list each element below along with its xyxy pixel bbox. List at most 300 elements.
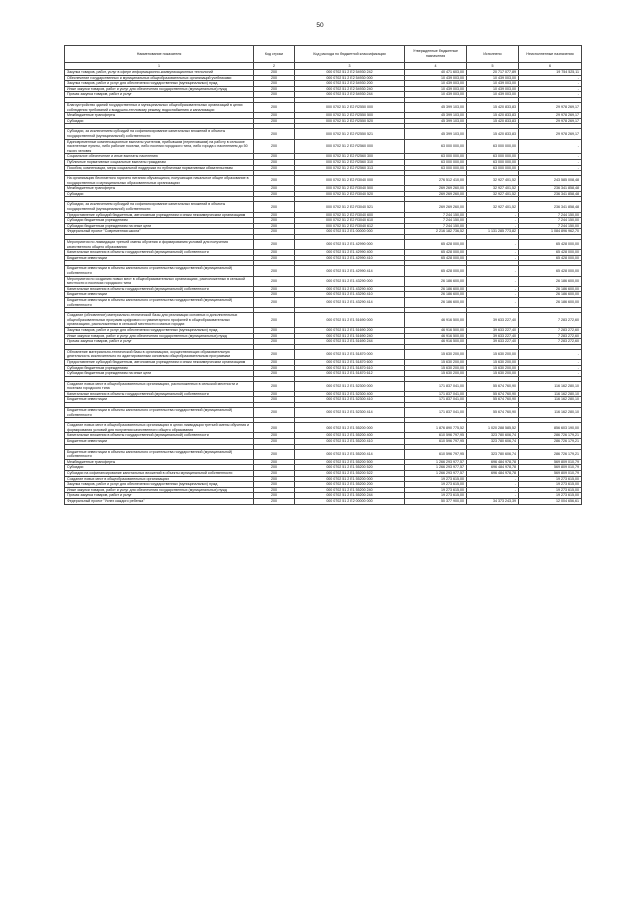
row-executed-cell: 55 674 760,90 [467,408,519,418]
row-approved-cell: 269 269 260,00 [405,186,467,192]
row-name-cell: Субсидии, за исключением субсидий на софинансирование капитальных вложений в объекты государственной (муниципальной) собственности [65,129,254,139]
row-code-cell: 200 [254,81,295,87]
row-executed-cell: - [467,482,519,488]
row-approved-cell: 46 916 500,00 [405,333,467,339]
row-unexecuted-cell: 236 341 858,48 [519,191,582,197]
row-name-cell: Субсидии бюджетным учреждениям на иные цели [65,371,254,377]
row-executed-cell: 15 630 200,00 [467,349,519,359]
row-approved-cell: 15 630 200,00 [405,371,467,377]
row-executed-cell: 15 420 833,83 [467,129,519,139]
table-row [65,202,582,212]
row-approved-cell: 65 428 000,00 [405,250,467,256]
row-approved-cell: 45 399 103,00 [405,129,467,139]
row-executed-cell: 323 780 606,74 [467,439,519,445]
row-approved-cell: 610 596 797,95 [405,439,467,445]
row-unexecuted-cell: 65 428 000,00 [519,255,582,261]
row-executed-cell: 32 927 401,52 [467,186,519,192]
row-unexecuted-cell: 7 283 272,60 [519,339,582,345]
row-kbk-cell: 000 0702 51 2 E2 R2550 000 [295,102,405,112]
column-header-kbk: Код расхода по бюджетной классификации [295,46,405,63]
row-executed-cell: 10 439 003,00 [467,86,519,92]
row-unexecuted-cell: 243 585 008,48 [519,176,582,186]
table-row [65,498,582,504]
table-row [65,240,582,250]
row-code-cell: 200 [254,154,295,160]
row-code-cell: 200 [254,218,295,224]
row-unexecuted-cell: 236 341 858,48 [519,202,582,212]
row-code-cell: 200 [254,498,295,504]
row-unexecuted-cell: - [519,371,582,377]
column-number: 1 [65,63,254,70]
row-code-cell: 200 [254,493,295,499]
row-code-cell: 200 [254,229,295,235]
row-unexecuted-cell: 1 084 896 962,70 [519,229,582,235]
row-name-cell: Предоставление субсидий бюджетным, автономным учреждениям и иным некоммерческим организациям [65,359,254,365]
row-code-cell: 200 [254,408,295,418]
row-approved-cell: 65 428 000,00 [405,240,467,250]
row-name-cell: Капитальные вложения в объекты государственной (муниципальной) собственности [65,391,254,397]
row-unexecuted-cell: 286 726 179,21 [519,439,582,445]
row-code-cell: 200 [254,359,295,365]
row-unexecuted-cell: 26 186 600,00 [519,286,582,292]
row-executed-cell: 39 633 227,40 [467,333,519,339]
row-name-cell: Субсидии, за исключением субсидий на софинансирование капитальных вложений в объекты государственной (муниципальной) собственности [65,202,254,212]
row-kbk-cell: 000 0702 51 2 E1 55200 000 [295,423,405,433]
row-code-cell: 200 [254,118,295,124]
row-kbk-cell: 000 0702 51 2 E1 55200 400 [295,433,405,439]
row-approved-cell: 45 399 103,00 [405,102,467,112]
row-code-cell: 200 [254,327,295,333]
row-executed-cell: 10 439 003,00 [467,75,519,81]
row-executed-cell: 15 420 833,83 [467,118,519,124]
row-code-cell: 200 [254,240,295,250]
row-unexecuted-cell: - [519,159,582,165]
row-code-cell: 200 [254,70,295,76]
row-name-cell: Обеспечение государственных и муниципальных общеобразовательных организаций учебниками [65,75,254,81]
row-code-cell: 200 [254,397,295,403]
row-name-cell: Субсидии [65,118,254,124]
row-approved-cell: 19 273 615,00 [405,482,467,488]
row-kbk-cell: 000 0702 51 2 E1 52300 400 [295,391,405,397]
row-kbk-cell: 000 0702 51 2 E2 R3040 610 [295,218,405,224]
row-kbk-cell: 000 0702 51 2 E1 51690 000 [295,313,405,328]
row-name-cell: Бюджетные инвестиции в объекты капитального строительства государственной (муниципальной) собственности [65,449,254,459]
row-code-cell: 200 [254,487,295,493]
table-row [65,408,582,418]
row-unexecuted-cell: 7 283 272,60 [519,313,582,328]
row-code-cell: 200 [254,339,295,345]
row-kbk-cell: 000 0702 51 2 E1 43290 410 [295,292,405,298]
row-approved-cell: 63 000 000,00 [405,154,467,160]
row-name-cell: Иные закупки товаров, работ и услуг для обеспечения государственных (муниципальных) нужд [65,333,254,339]
row-executed-cell: - [467,212,519,218]
table-header-row [65,46,582,63]
row-executed-cell: - [467,223,519,229]
row-code-cell: 200 [254,159,295,165]
row-name-cell: Федеральный проект "Современная школа" [65,229,254,235]
row-kbk-cell: 000 0702 51 2 E2 R3040 612 [295,223,405,229]
column-header-code: Код строки [254,46,295,63]
row-code-cell: 200 [254,391,295,397]
row-approved-cell: 19 273 615,00 [405,476,467,482]
row-unexecuted-cell: 286 726 179,21 [519,449,582,459]
row-name-cell: Закупка товаров, работ и услуг для обеспечения государственных (муниципальных) нужд [65,327,254,333]
row-name-cell: Субсидии бюджетным учреждениям [65,365,254,371]
row-executed-cell: 323 780 606,74 [467,433,519,439]
row-unexecuted-cell: 26 186 600,00 [519,292,582,298]
row-code-cell: 200 [254,286,295,292]
row-kbk-cell: 000 0702 51 2 E1 55200 000 [295,476,405,482]
row-unexecuted-cell: - [519,154,582,160]
row-kbk-cell: 000 0702 51 2 E1 51690 244 [295,339,405,345]
row-approved-cell: 610 596 797,95 [405,433,467,439]
column-number: 2 [254,63,295,70]
row-executed-cell: 55 674 760,90 [467,391,519,397]
table-row [65,102,582,112]
row-code-cell: 200 [254,250,295,256]
row-kbk-cell: 000 0702 51 2 E1 43290 000 [295,276,405,286]
row-code-cell: 200 [254,433,295,439]
row-unexecuted-cell: 65 428 000,00 [519,266,582,276]
table-row [65,297,582,307]
row-approved-cell: 46 916 500,00 [405,327,467,333]
row-unexecuted-cell: 569 809 010,79 [519,459,582,465]
row-executed-cell: - [467,292,519,298]
row-name-cell: Бюджетные инвестиции в объекты капитального строительства государственной (муниципальной) собственности [65,297,254,307]
row-executed-cell: - [467,286,519,292]
row-kbk-cell: 000 0702 51 2 E1 51870 600 [295,359,405,365]
row-unexecuted-cell: - [519,349,582,359]
table-row [65,423,582,433]
row-name-cell: Иные закупки товаров, работ и услуг для обеспечения государственных (муниципальных) нужд [65,487,254,493]
row-kbk-cell: 000 0702 51 2 E1 52300 000 [295,381,405,391]
row-executed-cell: 32 927 401,52 [467,191,519,197]
row-kbk-cell: 000 0702 51 2 E1 55200 500 [295,459,405,465]
row-executed-cell: 63 000 000,00 [467,159,519,165]
row-unexecuted-cell: 569 809 010,79 [519,471,582,477]
row-unexecuted-cell: 569 809 010,79 [519,465,582,471]
row-kbk-cell: 000 0702 51 2 E1 51870 000 [295,349,405,359]
row-kbk-cell: 000 0702 51 2 E2 R3040 520 [295,191,405,197]
row-approved-cell: 10 439 003,00 [405,92,467,98]
row-approved-cell: 50 377 900,00 [405,498,467,504]
row-name-cell: Межбюджетные трансферты [65,186,254,192]
row-approved-cell: 40 471 603,00 [405,70,467,76]
row-kbk-cell: 000 0702 51 2 E2 R3040 000 [295,176,405,186]
row-code-cell: 200 [254,471,295,477]
row-code-cell: 200 [254,423,295,433]
row-kbk-cell: 000 0702 51 2 E2 R2560 000 [295,139,405,154]
row-code-cell: 200 [254,102,295,112]
row-unexecuted-cell: 116 162 280,10 [519,381,582,391]
row-kbk-cell: 000 0702 51 2 E1 42990 414 [295,266,405,276]
row-approved-cell: 63 000 000,00 [405,159,467,165]
row-executed-cell: - [467,493,519,499]
row-kbk-cell: 000 0702 51 2 E2 R2550 500 [295,113,405,119]
row-name-cell: Субсидии [65,191,254,197]
row-name-cell: Благоустройство зданий государственных и муниципальных общеобразовательных организаций в целях соблюдения требований к воздушно-тепловому режиму, водоснабжению и канализации [65,102,254,112]
row-name-cell: Капитальные вложения в объекты государственной (муниципальной) собственности [65,286,254,292]
row-approved-cell: 65 428 000,00 [405,266,467,276]
row-name-cell: Бюджетные инвестиции [65,397,254,403]
row-kbk-cell: 000 0702 51 2 E2 R3040 600 [295,212,405,218]
row-name-cell: Создание новых мест в общеобразовательных организациях, расположенных в сельской местности и поселках городского типа [65,381,254,391]
row-approved-cell: 7 244 150,00 [405,218,467,224]
row-name-cell: Субсидии бюджетным учреждениям на иные цели [65,223,254,229]
row-approved-cell: 15 630 200,00 [405,359,467,365]
budget-execution-table [64,45,582,505]
row-kbk-cell: 000 0702 51 2 E1 55200 414 [295,449,405,459]
row-approved-cell: 1 266 293 977,57 [405,465,467,471]
row-name-cell: Закупка товаров, работ и услуг для обеспечения государственных (муниципальных) нужд [65,81,254,87]
row-executed-cell: 696 484 978,78 [467,471,519,477]
row-name-cell: Капитальные вложения в объекты государственной (муниципальной) собственности [65,250,254,256]
row-executed-cell: 15 630 200,00 [467,371,519,377]
row-approved-cell: 26 186 600,00 [405,292,467,298]
row-code-cell: 200 [254,139,295,154]
row-name-cell: Прочая закупка товаров, работ и услуг [65,92,254,98]
row-kbk-cell: 000 0702 51 2 E1 00000 000 [295,229,405,235]
row-executed-cell: 39 633 227,40 [467,327,519,333]
row-executed-cell: - [467,476,519,482]
row-kbk-cell: 000 0702 51 2 E2 R2560 313 [295,165,405,171]
row-executed-cell: - [467,487,519,493]
row-kbk-cell: 000 0702 51 2 E1 42990 000 [295,240,405,250]
row-unexecuted-cell: 7 244 150,00 [519,223,582,229]
row-unexecuted-cell: 856 603 190,00 [519,423,582,433]
row-unexecuted-cell: 236 341 858,48 [519,186,582,192]
row-executed-cell: 10 439 003,00 [467,92,519,98]
column-number: 3 [295,63,405,70]
row-code-cell: 200 [254,349,295,359]
row-unexecuted-cell: 286 726 179,21 [519,433,582,439]
row-code-cell: 200 [254,381,295,391]
row-name-cell: Прочая закупка товаров, работ и услуг [65,493,254,499]
row-unexecuted-cell: - [519,81,582,87]
row-code-cell: 200 [254,212,295,218]
row-kbk-cell: 000 0702 51 2 E2 R2560 310 [295,159,405,165]
row-unexecuted-cell: - [519,365,582,371]
row-code-cell: 200 [254,165,295,171]
row-name-cell: Межбюджетные трансферты [65,113,254,119]
row-code-cell: 200 [254,266,295,276]
row-approved-cell: 63 000 000,00 [405,165,467,171]
row-unexecuted-cell: - [519,86,582,92]
row-kbk-cell: 000 0702 51 2 E2 R3040 521 [295,202,405,212]
row-approved-cell: 269 269 260,00 [405,191,467,197]
table-row [65,381,582,391]
row-unexecuted-cell: 26 186 600,00 [519,276,582,286]
row-unexecuted-cell: 19 273 615,00 [519,487,582,493]
row-approved-cell: 19 273 615,00 [405,493,467,499]
row-kbk-cell: 000 0702 51 2 E2 54930 240 [295,86,405,92]
row-name-cell: Публичные нормативные социальные выплаты гражданам [65,159,254,165]
row-executed-cell: 39 633 227,40 [467,313,519,328]
row-code-cell: 200 [254,75,295,81]
row-kbk-cell: 000 0702 51 2 E1 51870 610 [295,365,405,371]
row-kbk-cell: 000 0702 51 2 E2 R2550 520 [295,118,405,124]
row-approved-cell: 26 186 600,00 [405,276,467,286]
row-executed-cell: 1 020 288 585,52 [467,423,519,433]
row-kbk-cell: 000 0702 51 2 E2 R3040 500 [295,186,405,192]
row-name-cell: Бюджетные инвестиции [65,255,254,261]
row-unexecuted-cell: - [519,92,582,98]
row-kbk-cell: 000 0702 51 2 E1 51690 240 [295,333,405,339]
row-code-cell: 200 [254,276,295,286]
row-approved-cell: 15 630 200,00 [405,349,467,359]
row-code-cell: 200 [254,313,295,328]
row-kbk-cell: 000 0702 51 2 E1 55200 240 [295,487,405,493]
row-name-cell: Бюджетные инвестиции в объекты капитального строительства государственной (муниципальной) собственности [65,266,254,276]
row-code-cell: 200 [254,459,295,465]
row-unexecuted-cell: 29 978 269,17 [519,129,582,139]
row-approved-cell: 10 439 003,00 [405,75,467,81]
table-row [65,349,582,359]
row-approved-cell: 19 273 615,00 [405,487,467,493]
row-approved-cell: 7 244 150,00 [405,212,467,218]
row-executed-cell: - [467,255,519,261]
row-unexecuted-cell: 7 244 150,00 [519,212,582,218]
row-name-cell: Социальное обеспечение и иные выплаты населению [65,154,254,160]
row-approved-cell: 1 876 890 775,52 [405,423,467,433]
row-approved-cell: 10 439 003,00 [405,81,467,87]
table-row [65,313,582,328]
row-unexecuted-cell: 7 244 150,00 [519,218,582,224]
row-code-cell: 200 [254,333,295,339]
column-number: 4 [405,63,467,70]
row-kbk-cell: 000 0702 51 2 E1 55200 520 [295,465,405,471]
row-name-cell: Единовременные компенсационные выплаты учителям, прибывшим (переехавшим) на работу в сельские населенные пункты, либо рабочие поселки, либо поселки городского типа, либо города с населением до 50 тысяч человек [65,139,254,154]
row-executed-cell: 15 630 200,00 [467,365,519,371]
row-code-cell: 200 [254,449,295,459]
row-unexecuted-cell: 116 162 280,10 [519,397,582,403]
row-code-cell: 200 [254,191,295,197]
row-executed-cell: 323 780 606,74 [467,449,519,459]
row-code-cell: 200 [254,223,295,229]
row-approved-cell: 45 399 103,00 [405,113,467,119]
table-row [65,276,582,286]
row-name-cell: Межбюджетные трансферты [65,459,254,465]
row-code-cell: 200 [254,86,295,92]
row-kbk-cell: 000 0702 51 2 E1 51690 200 [295,327,405,333]
row-kbk-cell: 000 0702 51 2 E1 51870 612 [295,371,405,377]
row-executed-cell: - [467,297,519,307]
row-approved-cell: 1 266 293 977,57 [405,459,467,465]
row-approved-cell: 269 269 260,00 [405,202,467,212]
row-executed-cell: 1 131 285 773,82 [467,229,519,235]
row-code-cell: 200 [254,439,295,445]
row-executed-cell: 696 484 978,78 [467,465,519,471]
row-name-cell: Мероприятия по ликвидации третьей смены обучения и формированию условий для получения качественного общего образования [65,240,254,250]
row-name-cell: Пособия, компенсации, меры социальной поддержки по публичным нормативным обязательствам [65,165,254,171]
row-name-cell: Предоставление субсидий бюджетным, автономным учреждениям и иным некоммерческим организациям [65,212,254,218]
row-approved-cell: 26 186 600,00 [405,286,467,292]
row-executed-cell: 696 484 978,78 [467,459,519,465]
row-unexecuted-cell: - [519,139,582,154]
row-executed-cell: 20 717 077,89 [467,70,519,76]
table-row [65,449,582,459]
row-executed-cell: - [467,240,519,250]
row-unexecuted-cell: 7 283 272,60 [519,333,582,339]
row-code-cell: 200 [254,371,295,377]
row-approved-cell: 45 399 103,00 [405,118,467,124]
row-unexecuted-cell: - [519,165,582,171]
row-kbk-cell: 000 0702 51 2 E1 52300 410 [295,397,405,403]
row-approved-cell: 171 837 041,00 [405,381,467,391]
row-kbk-cell: 000 0702 51 2 E2 54930 242 [295,70,405,76]
row-executed-cell: 32 927 401,52 [467,202,519,212]
row-unexecuted-cell: 116 162 280,10 [519,391,582,397]
row-executed-cell: 55 674 760,90 [467,397,519,403]
row-executed-cell: 63 000 000,00 [467,165,519,171]
row-executed-cell: - [467,276,519,286]
row-name-cell: Бюджетные инвестиции в объекты капитального строительства государственной (муниципальной) собственности [65,408,254,418]
row-kbk-cell: 000 0702 51 2 E2 54930 200 [295,81,405,87]
row-kbk-cell: 000 0702 51 2 E1 42990 400 [295,250,405,256]
row-unexecuted-cell: 65 428 000,00 [519,250,582,256]
row-approved-cell: 610 596 797,95 [405,449,467,459]
row-name-cell: Субсидии [65,465,254,471]
row-kbk-cell: 000 0702 51 2 E1 43290 414 [295,297,405,307]
column-number: 6 [519,63,582,70]
table-row [65,139,582,154]
row-kbk-cell: 000 0702 51 2 E1 55200 200 [295,482,405,488]
row-name-cell: Обновление материально-технической базы в организациях, осуществляющих образовательную деятельность исключительно по адаптированным основным общеобразовательным программам [65,349,254,359]
row-kbk-cell: 000 0702 51 2 E2 54930 000 [295,75,405,81]
row-name-cell: Федеральный проект "Успех каждого ребенка" [65,498,254,504]
row-name-cell: Создание новых мест в общеобразовательных организациях в целях ликвидации третьей смены обучения и формирования условий для получения качественного общего образования [65,423,254,433]
row-name-cell: Капитальные вложения в объекты государственной (муниципальной) собственности [65,433,254,439]
row-approved-cell: 171 837 041,00 [405,408,467,418]
row-code-cell: 200 [254,465,295,471]
row-code-cell: 200 [254,482,295,488]
row-approved-cell: 10 439 003,00 [405,86,467,92]
row-executed-cell: 15 420 833,83 [467,113,519,119]
row-executed-cell: 15 630 200,00 [467,359,519,365]
row-kbk-cell: 000 0702 51 2 E2 R2560 300 [295,154,405,160]
row-executed-cell: 15 420 833,83 [467,102,519,112]
row-executed-cell: 39 633 227,40 [467,339,519,345]
row-approved-cell: 2 216 182 736,52 [405,229,467,235]
column-header-unexecuted: Неисполненные назначения [519,46,582,63]
row-code-cell: 200 [254,129,295,139]
row-approved-cell: 65 428 000,00 [405,255,467,261]
row-name-cell: Закупка товаров, работ и услуг для обеспечения государственных (муниципальных) нужд [65,482,254,488]
report-table-wrapper [64,45,581,505]
row-name-cell: Закупка товаров, работ, услуг в сфере информационно-коммуникационных технологий [65,70,254,76]
row-unexecuted-cell: 29 978 269,17 [519,113,582,119]
row-unexecuted-cell: 19 273 615,00 [519,482,582,488]
row-executed-cell: 34 373 243,39 [467,498,519,504]
row-name-cell: Субсидии бюджетным учреждениям [65,218,254,224]
row-code-cell: 200 [254,202,295,212]
row-unexecuted-cell: 26 186 600,00 [519,297,582,307]
column-header-executed: Исполнено [467,46,519,63]
row-unexecuted-cell: 19 273 615,00 [519,476,582,482]
column-header-name: Наименование показателя [65,46,254,63]
row-unexecuted-cell: 19 754 525,11 [519,70,582,76]
row-approved-cell: 46 916 500,00 [405,313,467,328]
row-kbk-cell: 000 0702 51 2 E1 43290 400 [295,286,405,292]
row-name-cell: Бюджетные инвестиции [65,292,254,298]
row-unexecuted-cell: - [519,75,582,81]
row-unexecuted-cell: 29 978 269,17 [519,102,582,112]
row-name-cell: Создание новых мест в общеобразовательных организациях [65,476,254,482]
row-executed-cell: - [467,250,519,256]
row-approved-cell: 46 916 500,00 [405,339,467,345]
row-code-cell: 200 [254,297,295,307]
row-code-cell: 200 [254,176,295,186]
